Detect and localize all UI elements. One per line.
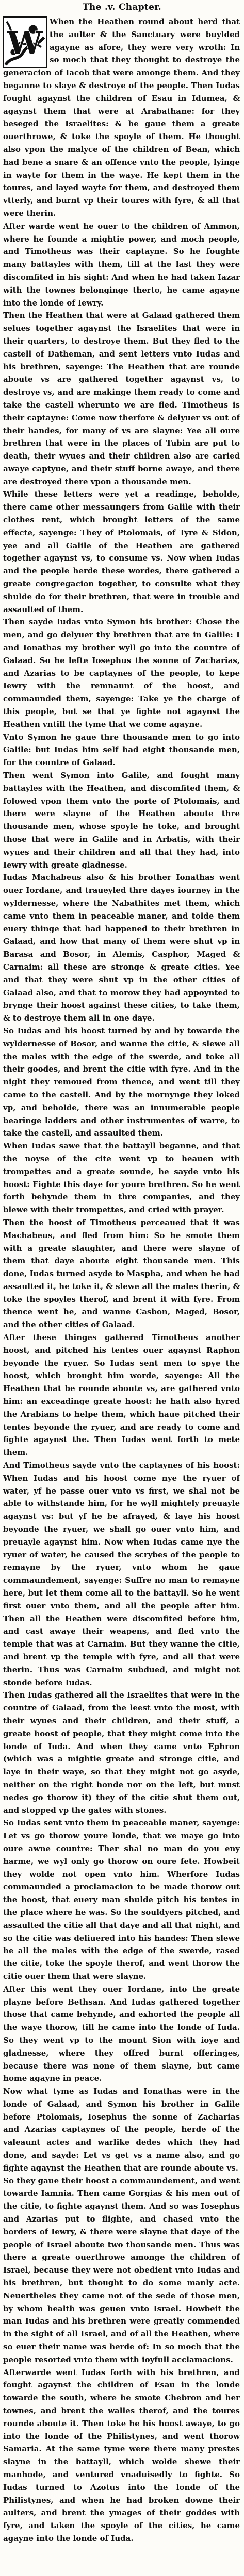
text-line: there were slayne of the Heathen aboute thre	[3, 809, 240, 819]
text-line: & to destroye them all in one daye.	[3, 1013, 155, 1023]
text-line: also vpon the malyce of the children of Bean, which	[3, 144, 240, 154]
text-line: nedes go thorow it) they of the citie shut them out,	[3, 1792, 240, 1802]
text-line: so moch that they thought to destroye the	[50, 55, 240, 65]
text-line: After this went they ouer Iordane, into the greate	[3, 1984, 240, 1994]
text-line: destroye vs, and are makinge them ready to come and	[3, 387, 240, 397]
text-line: the citie, to fighte agaynst them. And so was Iosephus	[3, 2201, 240, 2211]
text-line: clothes rent, which brought letters of the same	[3, 515, 240, 525]
text-line: toke the spoyles therof, and brent it with fyre. From	[3, 1294, 240, 1304]
text-line: brynge their hoost against these cities, to take them,	[3, 1001, 240, 1010]
text-line: assaulted the citie all that daye and all that night, and	[3, 1920, 240, 1930]
text-line: this people, but se that ye fighte not agaynst the	[3, 707, 240, 717]
text-line: Galaad also, and that to morow they had appoynted to	[3, 988, 240, 997]
text-line: Machabeus, and fled from him: So he smote them	[3, 1230, 240, 1240]
text-line: night they remoued from thence, and went till they	[3, 1077, 240, 1087]
text-line: borders of Iewry, & there were slayne that daye of the	[3, 2227, 240, 2236]
text-line: people resorted vnto them with ioyfull acclamacions.	[3, 2354, 233, 2364]
text-line: done, Iudas turned asyde to Maspha, and when he had	[3, 1269, 240, 1279]
text-line: When the Heathen round about herd that	[50, 17, 240, 26]
text-line: there a greate ouerthrowe amonge the children of	[3, 2252, 240, 2262]
text-line: commaundement, sayenge: Suffre no man to remayne	[3, 1575, 240, 1585]
text-line: battayles with the Heathen, and discomfited them, &	[3, 783, 240, 793]
text-line: Afterwarde went Iudas forth with his brethren, and	[3, 2367, 240, 2377]
text-line: for the countre of Galaad.	[3, 758, 116, 768]
text-line: those that came behynde, and exhorted the people all	[3, 2010, 240, 2020]
text-line: here, but let them come all to the battayll. So he went	[3, 1588, 240, 1598]
text-line: them that daye aboute eight thousande men. This	[3, 1256, 240, 1266]
text-line: and the people herde these wordes, there gathered a	[3, 566, 240, 576]
text-line: selues together agaynst the Israelites that were in	[3, 324, 240, 333]
text-line: So Iudas and his hoost turned by and by towarde the	[3, 1026, 240, 1036]
text-line: forth behynde them in thre companies, and they	[3, 1192, 240, 1202]
text-line: there came other messaungers from Galile with their	[3, 502, 240, 512]
text-line: Then all the Heathen were discomfited before him,	[3, 1614, 240, 1623]
text-line: temple that was at Carnaim. But they wanne the citie,	[3, 1639, 240, 1649]
text-line: the noyse of the cite went vp to heauen with	[3, 1154, 240, 1163]
text-line: had bene a snare & an offence vnto the people, lyinge	[3, 157, 240, 167]
text-line: thence went he, and wanne Casbon, Maged, Bosor,	[3, 1307, 240, 1317]
text-line: (which was a mightie greate and stronge citie, and	[3, 1754, 240, 1764]
text-line: beganne to slaye & destroye of the people. Then Iudas	[3, 80, 240, 90]
text-line: blewe with their trompettes, and cried with prayer.	[3, 1205, 224, 1215]
text-line: they wolde not open vnto him. Wherfore Iudas	[3, 1869, 240, 1879]
text-line: Heathen vntill the tyme that we come agayne.	[3, 719, 203, 729]
text-line: water, yf he passe ouer vnto vs first, we shal not be	[3, 1486, 240, 1496]
text-line: his brethren, but thought to do some manly acte.	[3, 2278, 240, 2288]
text-line: the males with the edge of the swerde, and toke all	[3, 1052, 240, 1061]
text-line: wyldernesse of Bosor, and wanne the citie, & slewe all	[3, 1039, 240, 1048]
text-line: So they went vp to the mount Sion with ioye and	[3, 2035, 240, 2045]
text-line: because there was none of them slayne, but came	[3, 2061, 240, 2071]
decorated-initial-letter: W	[7, 25, 43, 62]
text-line: the citie, toke the spoyle therof, and went thorow the	[3, 1959, 240, 1969]
text-line: So they gaue their hoost a commaundement, and went	[3, 2176, 240, 2185]
text-line: manhode, and ventured vnaduisedly to fighte. So	[3, 2470, 240, 2479]
text-line: euery thinge that had happened to their brethren in	[3, 924, 240, 934]
text-line: vtterly, and burnt vp their toures with fyre, & all that	[3, 196, 240, 206]
text-line: Samaria. At the same tyme were there many prestes	[3, 2444, 240, 2454]
text-line: into the londe of Iewry.	[3, 298, 104, 308]
chapter-heading: The .v. Chapter.	[82, 2, 162, 12]
text-line: his brethren, sayenge: The Heathen that are rounde	[3, 362, 240, 371]
text-line: hoost, which brought him worde, sayenge: All the	[3, 1371, 240, 1381]
text-line: londe of Galaad, and Symon his brother in Galile	[3, 2099, 240, 2109]
text-line: beseged the Israelites: & he gaue them a greate	[3, 119, 240, 129]
text-line: Iewry with greate gladnesse.	[3, 860, 127, 870]
text-line: towarde Iamnia. Then came Gorgias & his men out of	[3, 2189, 240, 2198]
text-line: agaynst vs: but yf he be afrayed, & laye his hoost	[3, 1512, 240, 1521]
text-line: Then Iudas gathered all the Israelites that were in the	[3, 1690, 240, 1700]
text-line: After warde went he ouer to the children of Ammon,	[3, 221, 240, 231]
text-line: with a greate slaughter, and there were slayne of	[3, 1243, 240, 1253]
text-line: tentes beyonde the ryuer, and are ready to come and	[3, 1422, 240, 1432]
text-line: castell of Datheman, and sent letters vnto Iudas and	[3, 349, 240, 359]
text-line: take the castell, and assaulted them.	[3, 1128, 163, 1138]
text-line: in wayte for them in the waye. He kept them in the	[3, 170, 240, 180]
text-line: and stopped vp the gates with stones.	[3, 1805, 167, 1815]
text-line: discomfited in his sight: And when he had taken Iazar	[3, 272, 240, 282]
text-line: beyonde the ryuer, we shall go ouer vnto him, and	[3, 1524, 240, 1534]
text-line: assaulted it, he toke it, & slewe all the males therin, &	[3, 1281, 240, 1291]
text-line: ryuer of water, he caused the scrybes of the people to	[3, 1550, 240, 1560]
text-line: done, and sayde: Let vs get vs a name also, and go	[3, 2150, 240, 2160]
text-line: hoost: Fighte this daye for youre brethren. So he went	[3, 1179, 240, 1189]
text-line: and Timotheus was their captayne. So he foughte	[3, 247, 240, 257]
text-line: After these thinges gathered Timotheus another	[3, 1333, 240, 1343]
text-line: gladnesse, where they offred burnt offeringes,	[3, 2048, 240, 2058]
text-line: able to withstande him, for he wyll mightely preuayle	[3, 1499, 240, 1509]
text-line: thousande men, whose spoyle he toke, and brought	[3, 822, 240, 832]
text-line: When Iudas and his hoost come nye the ryuer of	[3, 1473, 240, 1483]
text-line: shulde do for their brethren, that were in trouble and	[3, 591, 240, 601]
text-line: rounde aboute it. Then toke he his hoost awaye, to go	[3, 2418, 240, 2428]
text-line: While these letters were yet a readinge, beholde,	[3, 489, 240, 499]
text-line: Now what tyme as Iudas and Ionathas were in the	[3, 2087, 240, 2096]
text-line: therin. Thus was Carnaim subdued, and might not	[3, 1665, 240, 1674]
text-line: came vnto them in peaceable maner, and tolde them	[3, 911, 240, 921]
text-line: playne before Bethsan. And Iudas gathered together	[3, 1997, 240, 2007]
text-line: towarde the south, where he smote Chebron and her	[3, 2393, 240, 2403]
text-line: and Ionathas my brother wyll go into the countre of	[3, 643, 240, 653]
text-line: their wyues and their children, and their stuff, a	[3, 1716, 240, 1725]
text-line: and that they were shut vp in the other cities of	[3, 975, 240, 985]
text-line: people of Israel aboute two thousande men. Thus was	[3, 2240, 240, 2249]
text-line: brethren that were in the places of Tubin are put to	[3, 438, 240, 448]
text-line: Carnaim: all these are stronge & greate cities. Yee	[3, 962, 240, 972]
text-line: and cast awaye their weapens, and fled vnto the	[3, 1626, 240, 1636]
text-line: remayne by the ryuer, vnto whom he gaue	[3, 1563, 240, 1572]
text-line: folowed vpon them vnto the porte of Ptolomais, and	[3, 796, 240, 806]
text-line: awaye captyue, and their stuff borne awaye, and there	[3, 464, 240, 473]
text-line: their goodes, and brent the citie with fyre. And in the	[3, 1064, 240, 1074]
text-line: Then the hoost of Timotheus perceaued that it was	[3, 1217, 240, 1227]
text-line: were therin.	[3, 208, 56, 218]
text-line: aulters, and brent the ymages of their goddes with	[3, 2508, 240, 2518]
text-line: yee and all Galile of the Heathen are gathered	[3, 540, 240, 550]
text-line: Barasa and Bosor, in Alemis, Casphor, Maged &	[3, 950, 240, 959]
text-line: fyre, and taken the spoyle of the cities, he came	[3, 2521, 240, 2531]
text-line: Let vs go thorow youre londe, that we maye go into	[3, 1831, 240, 1841]
text-line: into the londe of the Philistynes, and went thorow	[3, 2431, 240, 2441]
text-line: their handes, for many of vs are slayne: Yee all oure	[3, 426, 240, 435]
text-line: Then the Heathen that were at Galaad gathered them	[3, 311, 240, 320]
text-line: them.	[3, 1448, 28, 1458]
text-line: assaulted of them.	[3, 604, 84, 614]
text-line: oure awne countre: Ther shal no man do you eny	[3, 1843, 240, 1853]
text-line: and Azarias captaynes of the people, herde of the	[3, 2125, 240, 2134]
text-line: trompettes and a greate sounde, he sayde vnto his	[3, 1166, 240, 1176]
text-line: Iudas Machabeus also & his brother Ionathas went	[3, 873, 240, 883]
text-line: hoost, and pitched his tentes ouer agaynst Raphon	[3, 1345, 240, 1355]
text-line: Galaad, and how that many of them were shut vp in	[3, 937, 240, 946]
text-line: ouer Iordane, and traueyled thre dayes iourney in the	[3, 886, 240, 895]
text-line: so the citie was deliuered into his handes: Then slewe	[3, 1933, 240, 1943]
text-line: the Arabians to helpe them, which haue pitched their	[3, 1409, 240, 1419]
text-line: those that were in Galile and in Arbatis, with their	[3, 835, 240, 844]
text-line: wyldernesse, where the Nabathites met them, which	[3, 898, 240, 908]
text-line: Galile: but Iudas him self had eight thousande men,	[3, 745, 240, 755]
text-line: Iudas turned to Azotus into the londe of the	[3, 2482, 240, 2492]
text-line: with the townes belonginge therto, he came agayne	[3, 285, 240, 295]
text-line: wyues and their children and all that they had, into	[3, 847, 240, 857]
text-line: together agaynst vs, to consume vs. Now when Iudas	[3, 553, 240, 563]
text-line: ouerthrowe, & toke the spoyle of them. He thought	[3, 132, 240, 142]
text-line: Heathen that be rounde aboute vs, are gathered vnto	[3, 1384, 240, 1394]
text-line: and the other cities of Galaad.	[3, 1320, 135, 1330]
text-line: Iewry with the remnaunt of the hoost, and	[3, 681, 240, 691]
text-line: their captayne: Come now therfore & delyuer vs out of	[3, 413, 240, 422]
text-line: Then sayde Iudas vnto Symon his brother: Chose the	[3, 617, 240, 627]
text-line: Then went Symon into Galile, and fought many	[3, 771, 240, 781]
text-line: the aulter & the Sanctuary were buylded	[50, 29, 240, 39]
text-line: Vnto Symon he gaue thre thousande men to go into	[3, 732, 240, 742]
text-line: commaunded them, sayenge: Take ye the charge of	[3, 694, 240, 704]
text-line: are destroyed there vpon a thousande men.	[3, 477, 191, 486]
text-line: men, and go delyuer thy brethren that are in Galile: I	[3, 630, 240, 640]
text-line: effecte, sayenge: They of Ptolomais, of Tyre & Sidon,	[3, 528, 240, 537]
text-line: first ouer vnto them, and all the people after him.	[3, 1601, 240, 1611]
text-line: and Azarias put to flighte, and chased vnto the	[3, 2214, 240, 2224]
text-line: preuayle agaynst him. Now when Iudas came nye the	[3, 1537, 240, 1547]
text-line: and brent vp the temple with fyre, and all that were	[3, 1652, 240, 1662]
text-line: fought agaynst the children of Esau in Idumea, &	[3, 93, 240, 103]
text-line: slayne in the battayll, which wolde shewe their	[3, 2457, 240, 2467]
text-line: toures, and layed wayte for them, and destroyed them	[3, 183, 240, 193]
text-line: beyonde the ryuer. So Iudas sent men to spye the	[3, 1358, 240, 1368]
text-line: the hoost, that euery man shulde pitch his tentes in	[3, 1895, 240, 1905]
text-line: greate congregacion together, to consulte what they	[3, 579, 240, 589]
text-line: citie ouer them that were slayne.	[3, 1971, 147, 1981]
text-line: Israel, because they were not obedient vnto Iudas and	[3, 2265, 240, 2275]
text-line: death, their wyues and their children also are caried	[3, 451, 240, 461]
text-line: before Ptolomais, Iosephus the sonne of Zacharias	[3, 2112, 240, 2122]
text-line: And Timotheus sayde vnto the captaynes of his hoost:	[3, 1461, 240, 1470]
text-line: man Iudas and his brethren were greatly commended	[3, 2316, 240, 2326]
text-line: take the castell wherunto we are fled. Timotheus is	[3, 400, 240, 410]
text-line: neither on the right honde nor on the left, but must	[3, 1780, 240, 1789]
text-line: Philistynes, and when he had broken downe their	[3, 2495, 240, 2505]
text-line: countre of Galaad, from the leest vnto the most, with	[3, 1703, 240, 1713]
text-line: Galaad. So he lefte Iosephus the sonne of Zacharias,	[3, 655, 240, 665]
text-line: aboute vs are gathered together agaynst vs, to	[3, 375, 240, 384]
text-line: laye in their waye, so that they might not go asyde,	[3, 1767, 240, 1777]
text-line: stonde before Iudas.	[3, 1677, 92, 1687]
text-line: their quarters, to destroye them. But they fled to the	[3, 336, 240, 346]
text-line: agaynst them that were at Arabathane: for they	[3, 106, 240, 116]
text-line: generacion of Iacob that were amonge them. And they	[3, 68, 240, 78]
text-line: agayne as afore, they were very wroth: In	[50, 42, 240, 52]
chapter-body	[0, 15, 244, 2545]
text-line: londe of Iuda. And when they came vnto Ephron	[3, 1741, 240, 1751]
text-line: he all the males with the edge of the swerde, rased	[3, 1946, 240, 1956]
text-line: harme, we wyl only go thorow on oure fete. Howbeit	[3, 1856, 240, 1866]
text-line: him: an exceadinge greate hoost: he hath also hyred	[3, 1397, 240, 1406]
text-line: by whom health was geuen vnto Israel. Howbeit the	[3, 2303, 240, 2313]
text-line: Neuertheles they came not of the sede of those men,	[3, 2291, 240, 2300]
text-line: the waye thorow, till he came into the londe of Iuda.	[3, 2023, 240, 2032]
text-line: So Iudas sent vnto them in peaceable maner, sayenge:	[3, 1818, 240, 1828]
text-line: many battayles with them, till at the last they were	[3, 260, 240, 269]
text-line: agayne into the londe of Iuda.	[3, 2533, 134, 2543]
text-line: came to the castell. And by the mornynge they loked	[3, 1090, 240, 1099]
text-line: home agayne in peace.	[3, 2074, 102, 2083]
text-line: fighte agaynst the. Then Iudas went forth to mete	[3, 1435, 240, 1445]
text-line: fighte agaynst the Heathen that are rounde aboute vs.	[3, 2163, 238, 2173]
text-line: where he founde a mightie power, and moch people,	[3, 234, 240, 244]
text-line: valeaunt actes and warlike dedes which they had	[3, 2138, 240, 2147]
text-line: in the sight of all Israel, and of all the Heathen, where	[3, 2329, 240, 2339]
text-line: When Iudas sawe that the battayll beganne, and that	[3, 1141, 240, 1151]
text-line: and Azarias to be captaynes of the people, to kepe	[3, 668, 240, 678]
text-line: vp, and beholde, there was an innumerable people	[3, 1103, 240, 1112]
text-line: fought agaynst the children of Esau in the londe	[3, 2380, 240, 2390]
text-line: commaunded a proclamacion to be made thorow out	[3, 1882, 240, 1892]
text-line: so euer their name was herde of: In so moch that the	[3, 2342, 240, 2352]
text-line: greate hoost of people, that they might come into the	[3, 1728, 240, 1738]
text-line: the place where he was. So the souldyers pitched, and	[3, 1907, 240, 1917]
text-line: townes, and brent the walles therof, and the toures	[3, 2406, 240, 2416]
text-line: bearinge ladders and other instrumentes of warre, to	[3, 1115, 240, 1125]
